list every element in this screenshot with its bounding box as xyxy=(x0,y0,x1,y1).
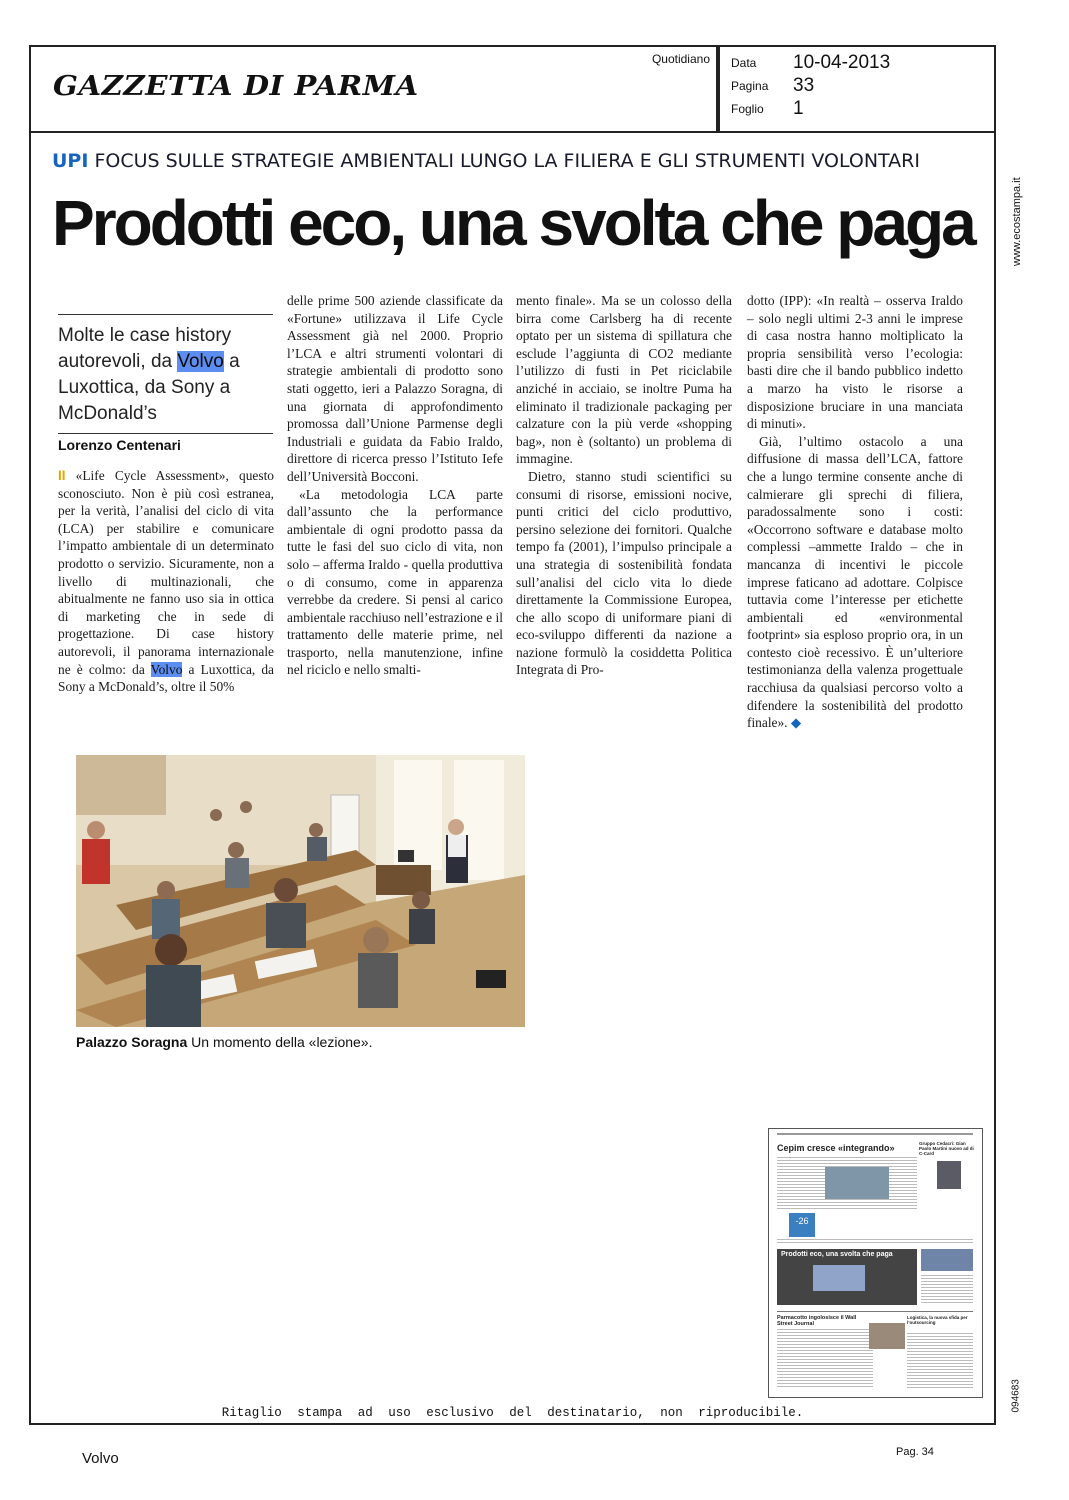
col4-text: Già, l’ultimo ostacolo a una diffusione di massa dell’LCA, fattore che a lungo termine consente anche di calmierare gli sprechi di filiera, paradossalmente sono i costi: «Occorrono software e database molto complessi –ammette Iraldo – che in mancanza di incentivi le piccole imprese faticano ad adottare. Colpisce tuttavia come l’interesse per etichette ambientali ed «environmental footprint» sia esploso proprio ora, in un contesto cioè recessivo. È un’ulteriore testimonianza della valenza progettuale racchiusa da qualsiasi percorso volto a difendere la sostenibilità del prodotto finale». xyxy=(747,433,963,731)
thumb-headline-2: Prodotti eco, una svolta che paga xyxy=(781,1251,893,1258)
page-label: Pagina xyxy=(731,79,769,93)
thumb-portrait xyxy=(937,1161,961,1189)
page-value: 33 xyxy=(793,75,815,96)
summary-text-1: Molte le case history autorevoli, da xyxy=(58,325,232,372)
thumb-side-headline-2: Logistica, la nuova sfida per l’outsourcing xyxy=(907,1315,968,1325)
date-value: 10-04-2013 xyxy=(793,52,891,73)
thumb-photo-4 xyxy=(869,1323,905,1349)
kicker-tag: UPI xyxy=(52,150,89,172)
lecture-photo-illustration xyxy=(76,755,525,1027)
thumb-text-block xyxy=(907,1333,973,1389)
page-thumbnail xyxy=(768,1128,983,1398)
publication-type: Quotidiano xyxy=(651,52,710,66)
sheet-value: 1 xyxy=(793,98,804,119)
article-column-3 xyxy=(516,292,732,679)
thumb-side-headline-1: Gruppo Cedacri: Gian Paolo Martini nuovo ad di C-Card xyxy=(919,1141,974,1156)
col1-text-a: «Life Cycle Assessment», questo sconosciuto. Non è più così estranea, per la verità, l’analisi del ciclo di vita (LCA) per stabilire e comunicare l’impatto ambientale di un determinato prodotto o servizio. Sicuramente, non a livello di multinazionali, che abitualmente ne fanno uso sia in ottica di marketing che in sede di progettazione. Di case history autorevoli, il panorama internazionale ne è colmo: da xyxy=(58,468,274,677)
side-url: www.ecostampa.it xyxy=(1011,177,1023,266)
paragraph: dotto (IPP): «In realtà – osserva Iraldo – solo negli ultimi 2-3 anni le imprese di casa nostra hanno moltiplicato la propria sensibilità verso l’ecologia: basti dire che il bando pubblico indetto a marzo ha visto le risorse a disposizione bruciare in una manciata di minuti». xyxy=(747,293,963,432)
side-code: 094683 xyxy=(1010,1379,1022,1413)
byline: Lorenzo Centenari xyxy=(58,437,181,453)
caption-text: Un momento della «lezione». xyxy=(191,1034,373,1050)
article-column-2 xyxy=(287,292,503,679)
masthead: GAZZETTA DI PARMA xyxy=(53,71,419,102)
thumb-photo xyxy=(825,1167,889,1199)
lead-mark: II xyxy=(58,468,66,483)
masthead-box xyxy=(29,45,718,133)
kicker xyxy=(52,150,962,172)
kicker-text: FOCUS SULLE STRATEGIE AMBIENTALI LUNGO LA FILIERA E GLI STRUMENTI VOLONTARI xyxy=(94,150,920,172)
thumb-rule xyxy=(777,1133,973,1135)
date-label: Data xyxy=(731,56,757,70)
paragraph: Dietro, stanno studi scientifici su consumi di risorse, emissioni nocive, punti critici del ciclo produttivo, persino selezione dei fornitori. Qualche tempo fa (2001), l’impulso principale a una strategia di sostenibilità fondata sull’analisi del ciclo vita lo diede direttamente la Commissione Europea, che allo scopo di uniformare piani di eco-sviluppo differenti da nazione a nazione formulò la cosiddetta Politica Integrata di Pro- xyxy=(516,468,732,678)
sheet-row xyxy=(731,98,804,120)
paragraph xyxy=(747,433,963,732)
lecture-photo xyxy=(76,755,525,1027)
article-column-1 xyxy=(58,467,274,696)
page-number: Pag. 34 xyxy=(896,1446,934,1458)
col1-text-b: a Luxottica, da Sony a McDonald’s, oltre il 50% xyxy=(58,661,274,695)
thumb-photo-2 xyxy=(813,1265,865,1291)
thumb-headline-3: Parmacotto ingolosisce il Wall Street Journal xyxy=(777,1315,857,1327)
paragraph: «La metodologia LCA parte dall’assunto che la performance ambientale di ogni prodotto passa da tutte le fasi del suo ciclo di vita, non solo – afferma Iraldo - quella produttiva o di consumo, come in apparenza verrebbe da credere. Si pensi al carico ambientale racchiuso nell’estrazione e il trattamento delle materie prime, nel trasporto, nella manutenzione, infine nel riciclo e nello smalti- xyxy=(287,486,503,678)
thumb-rule xyxy=(777,1311,973,1312)
paragraph: mento finale». Ma se un colosso della birra come Carlsberg ha di recente optato per un sistema di spillatura che esclude l’aggiunta di CO2 mediante l’utilizzo di fusti in Pet riciclabile anziché in acciaio, se inoltre Puma ha eliminato il tradizionale packaging per calzature con la più verde «shopping bag», non è (soltanto) un problema di immagine. xyxy=(516,293,732,467)
thumb-headline-1: Cepim cresce «integrando» xyxy=(777,1143,895,1153)
thumb-photo-3 xyxy=(921,1249,973,1271)
summary-text-2: a Luxottica, da Sony a McDonald’s xyxy=(58,351,240,424)
photo-caption xyxy=(76,1034,373,1050)
summary-highlight: Volvo xyxy=(177,351,224,372)
thumb-text-block xyxy=(921,1275,973,1305)
caption-bold: Palazzo Soragna xyxy=(76,1034,188,1050)
paragraph xyxy=(58,467,274,696)
paragraph: delle prime 500 aziende classificate da «Fortune» utilizzava il Life Cycle Assessment già nel 2000. Proprio l’LCA e altri strumenti volontari di strategie ambientali di prodotto sono stati oggetto, ieri a Palazzo Soragna, di una giornata di approfondimento promossa dall’Unione Parmense degli Industriali e guidata da Fabio Iraldo, direttore di ricerca presso l’Istituto Iefe dell’Università Bocconi. xyxy=(287,293,503,484)
summary-box xyxy=(58,314,273,434)
thumb-text-block xyxy=(777,1329,873,1389)
date-row xyxy=(731,52,890,74)
end-mark: ◆ xyxy=(790,715,802,731)
thumb-text-block xyxy=(777,1239,973,1245)
col1-highlight: Volvo xyxy=(150,661,183,677)
page-keyword: Volvo xyxy=(82,1450,119,1467)
headline: Prodotti eco, una svolta che paga xyxy=(52,187,974,259)
thumb-badge: -26 xyxy=(789,1213,815,1237)
sheet-label: Foglio xyxy=(731,102,764,116)
meta-box xyxy=(718,45,996,133)
page-row xyxy=(731,75,814,97)
article-column-4 xyxy=(747,292,963,732)
reproduction-notice: Ritaglio stampa ad uso esclusivo del destinatario, non riproducibile. xyxy=(221,1406,804,1420)
